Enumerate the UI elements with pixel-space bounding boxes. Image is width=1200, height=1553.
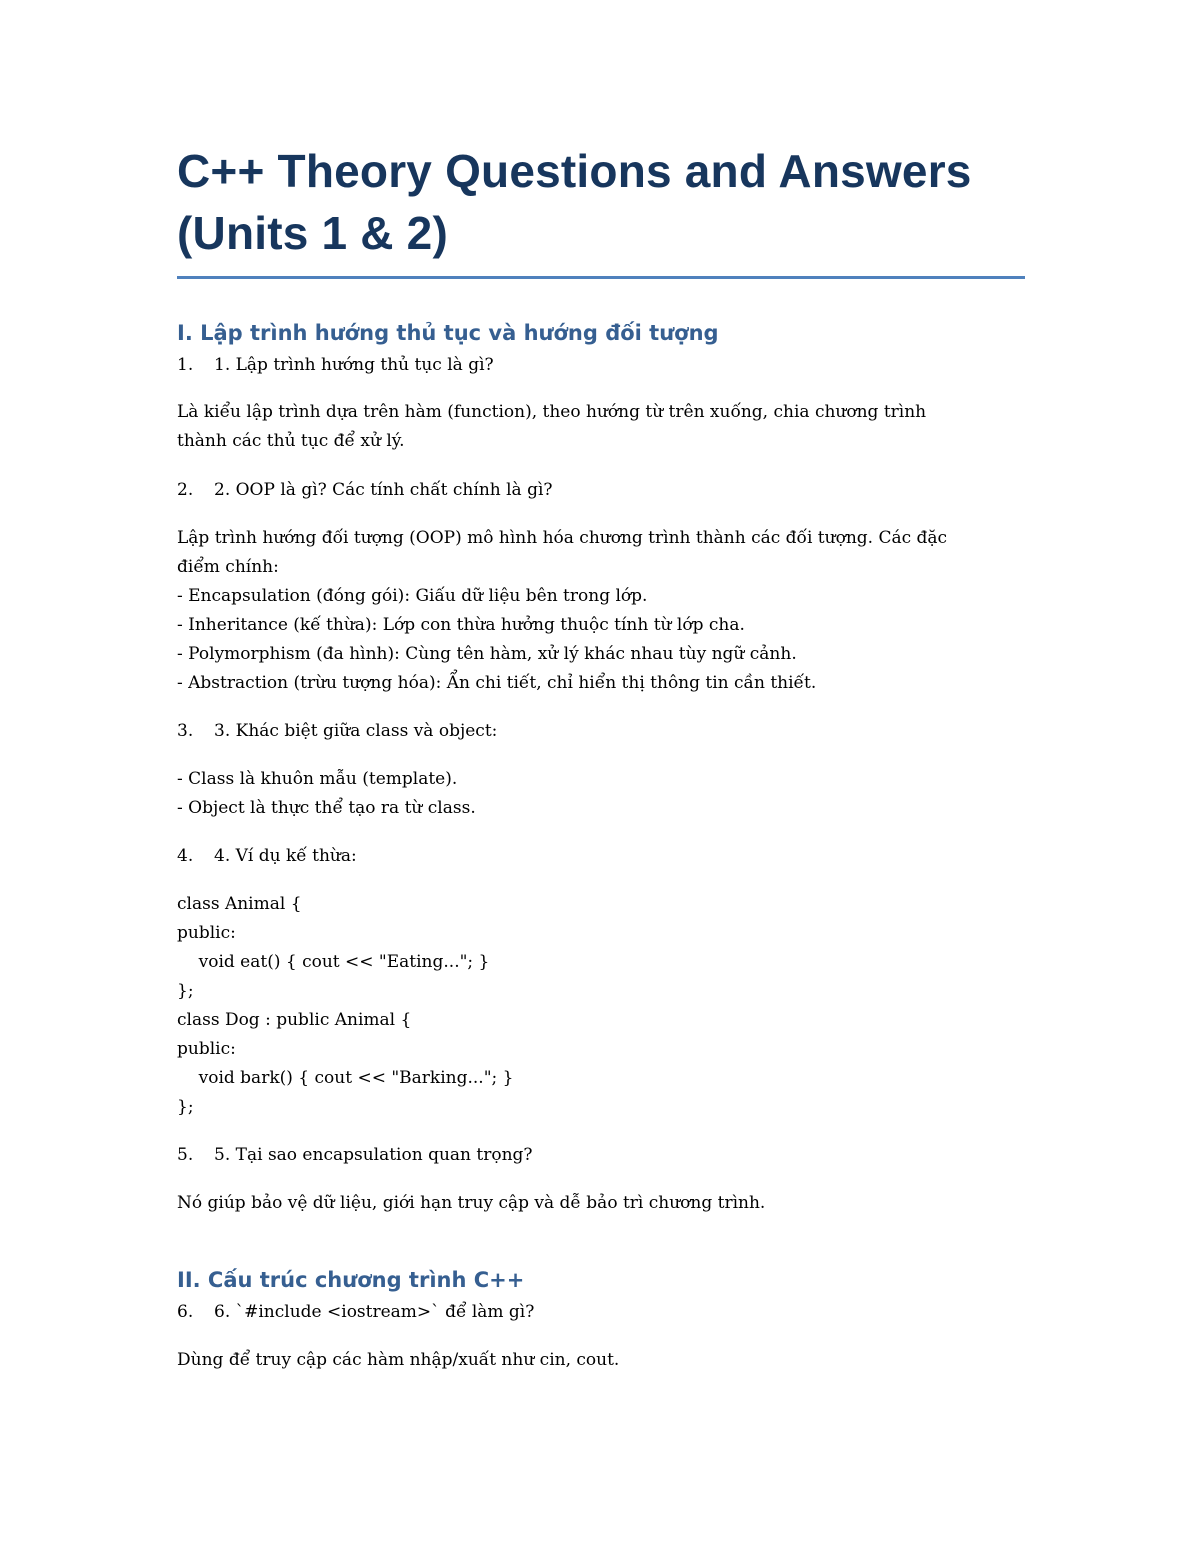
question-item	[177, 1141, 1027, 1170]
answer-line: Dùng để truy cập các hàm nhập/xuất như cin, cout.	[177, 1350, 620, 1370]
title-underline	[177, 276, 1025, 279]
document-content	[177, 140, 1027, 1375]
answer-line: Là kiểu lập trình dựa trên hàm (function), theo hướng từ trên xuống, chia chương trình	[177, 402, 927, 422]
answer-line: - Object là thực thể tạo ra từ class.	[177, 798, 476, 818]
title-line: (Units 1 & 2)	[177, 207, 448, 259]
list-number: 4.	[177, 846, 194, 866]
question-item	[177, 476, 1027, 505]
question-text: 2. OOP là gì? Các tính chất chính là gì?	[214, 480, 553, 500]
code-line: };	[177, 1097, 194, 1117]
section-heading: I. Lập trình hướng thủ tục và hướng đối tượng	[177, 321, 719, 345]
answer-line: - Class là khuôn mẫu (template).	[177, 769, 458, 789]
code-line: void eat() { cout << "Eating..."; }	[177, 952, 490, 972]
list-number: 1.	[177, 355, 194, 375]
section-heading: II. Cấu trúc chương trình C++	[177, 1268, 525, 1292]
question-text: 3. Khác biệt giữa class và object:	[214, 721, 498, 741]
question-item	[177, 351, 1027, 380]
question-item	[177, 1298, 1027, 1327]
answer-paragraph	[177, 1189, 1027, 1218]
answer-paragraph	[177, 1346, 1027, 1375]
list-number: 6.	[177, 1302, 194, 1322]
answer-line: - Abstraction (trừu tượng hóa): Ẩn chi tiết, chỉ hiển thị thông tin cần thiết.	[177, 673, 817, 693]
answer-paragraph	[177, 398, 1027, 456]
code-line: class Animal {	[177, 894, 302, 914]
list-number: 2.	[177, 480, 194, 500]
code-line: class Dog : public Animal {	[177, 1010, 412, 1030]
question-item	[177, 842, 1027, 871]
answer-line: điểm chính:	[177, 557, 279, 577]
answer-line: - Encapsulation (đóng gói): Giấu dữ liệu bên trong lớp.	[177, 586, 648, 606]
question-text: 5. Tại sao encapsulation quan trọng?	[214, 1145, 533, 1165]
question-text: 1. Lập trình hướng thủ tục là gì?	[214, 355, 494, 375]
answer-paragraph	[177, 524, 1027, 698]
code-line: void bark() { cout << "Barking..."; }	[177, 1068, 514, 1088]
answer-line: Lập trình hướng đối tượng (OOP) mô hình hóa chương trình thành các đối tượng. Các đặc	[177, 528, 948, 548]
code-line: };	[177, 981, 194, 1001]
answer-line: thành các thủ tục để xử lý.	[177, 431, 405, 451]
list-number: 3.	[177, 721, 194, 741]
title-line: C++ Theory Questions and Answers	[177, 145, 972, 197]
code-example	[177, 890, 1027, 1122]
answer-line: - Polymorphism (đa hình): Cùng tên hàm, xử lý khác nhau tùy ngữ cảnh.	[177, 644, 797, 664]
answer-line: Nó giúp bảo vệ dữ liệu, giới hạn truy cập và dễ bảo trì chương trình.	[177, 1193, 766, 1213]
answer-line: - Inheritance (kế thừa): Lớp con thừa hưởng thuộc tính từ lớp cha.	[177, 615, 745, 635]
answer-paragraph	[177, 765, 1027, 823]
code-line: public:	[177, 1039, 236, 1059]
question-text: 6. `#include <iostream>` để làm gì?	[214, 1302, 535, 1322]
code-line: public:	[177, 923, 236, 943]
document-title	[177, 140, 1027, 264]
question-item	[177, 717, 1027, 746]
list-number: 5.	[177, 1145, 194, 1165]
question-text: 4. Ví dụ kế thừa:	[214, 846, 357, 866]
